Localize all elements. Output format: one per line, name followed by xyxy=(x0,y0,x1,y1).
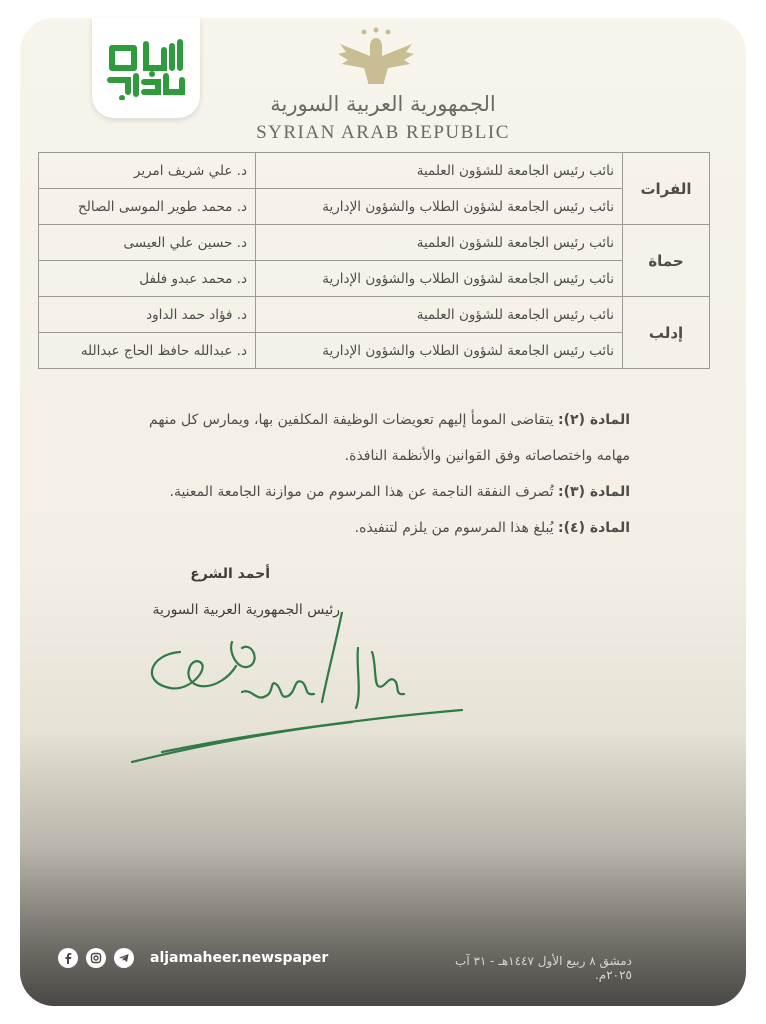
article-text: تُصرف النفقة الناجمة عن هذا المرسوم من موازنة الجامعة المعنية. xyxy=(169,484,554,500)
university-city: الفرات xyxy=(623,153,710,225)
name-cell: د. علي شريف امرير xyxy=(39,153,256,189)
table-row xyxy=(39,189,710,225)
article-4 xyxy=(130,510,630,546)
social-footer xyxy=(58,948,328,968)
decree-articles xyxy=(130,402,630,546)
table-row xyxy=(39,333,710,369)
social-handle[interactable]: aljamaheer.newspaper xyxy=(150,950,329,966)
table-row xyxy=(39,297,710,333)
article-label: المادة (٣): xyxy=(558,484,630,500)
logo-mark xyxy=(102,36,190,100)
article-3 xyxy=(130,474,630,510)
appointments-table xyxy=(38,152,710,369)
table-row xyxy=(39,261,710,297)
telegram-icon[interactable] xyxy=(114,948,134,968)
name-cell: د. عبدالله حافظ الحاج عبدالله xyxy=(39,333,256,369)
instagram-icon[interactable] xyxy=(86,948,106,968)
table-row xyxy=(39,153,710,189)
table-row xyxy=(39,225,710,261)
signatory-name: أحمد الشرع xyxy=(190,566,270,582)
name-cell: د. محمد طوير الموسى الصالح xyxy=(39,189,256,225)
name-cell: د. حسين علي العيسى xyxy=(39,225,256,261)
position-cell: نائب رئيس الجامعة لشؤون الطلاب والشؤون الإدارية xyxy=(256,333,623,369)
article-label: المادة (٤): xyxy=(558,520,630,536)
signatory-title: رئيس الجمهورية العربية السورية xyxy=(152,602,340,618)
country-title-english: SYRIAN ARAB REPUBLIC xyxy=(256,122,510,143)
university-city: حماة xyxy=(623,225,710,297)
article-2 xyxy=(130,402,630,474)
position-cell: نائب رئيس الجامعة للشؤون العلمية xyxy=(256,297,623,333)
position-cell: نائب رئيس الجامعة لشؤون الطلاب والشؤون الإدارية xyxy=(256,261,623,297)
name-cell: د. محمد عبدو فلفل xyxy=(39,261,256,297)
position-cell: نائب رئيس الجامعة لشؤون الطلاب والشؤون الإدارية xyxy=(256,189,623,225)
name-cell: د. فؤاد حمد الداود xyxy=(39,297,256,333)
country-title-arabic: الجمهورية العربية السورية xyxy=(270,92,496,116)
eagle-emblem-icon xyxy=(334,26,418,88)
position-cell: نائب رئيس الجامعة للشؤون العلمية xyxy=(256,153,623,189)
article-text: يُبلغ هذا المرسوم من يلزم لتنفيذه. xyxy=(354,520,554,536)
decree-date: دمشق ٨ ربيع الأول ١٤٤٧هـ - ٣١ آب ٢٠٢٥م. xyxy=(455,954,632,982)
handwritten-signature xyxy=(122,612,482,772)
position-cell: نائب رئيس الجامعة للشؤون العلمية xyxy=(256,225,623,261)
article-label: المادة (٢): xyxy=(558,412,630,428)
university-city: إدلب xyxy=(623,297,710,369)
article-text: يتقاضى المومأ إليهم تعويضات الوظيفة المكلفين بها، ويمارس كل منهم مهامه واختصاصاته وفق القوانين والأنظمة النافذة. xyxy=(149,412,630,464)
facebook-icon[interactable] xyxy=(58,948,78,968)
